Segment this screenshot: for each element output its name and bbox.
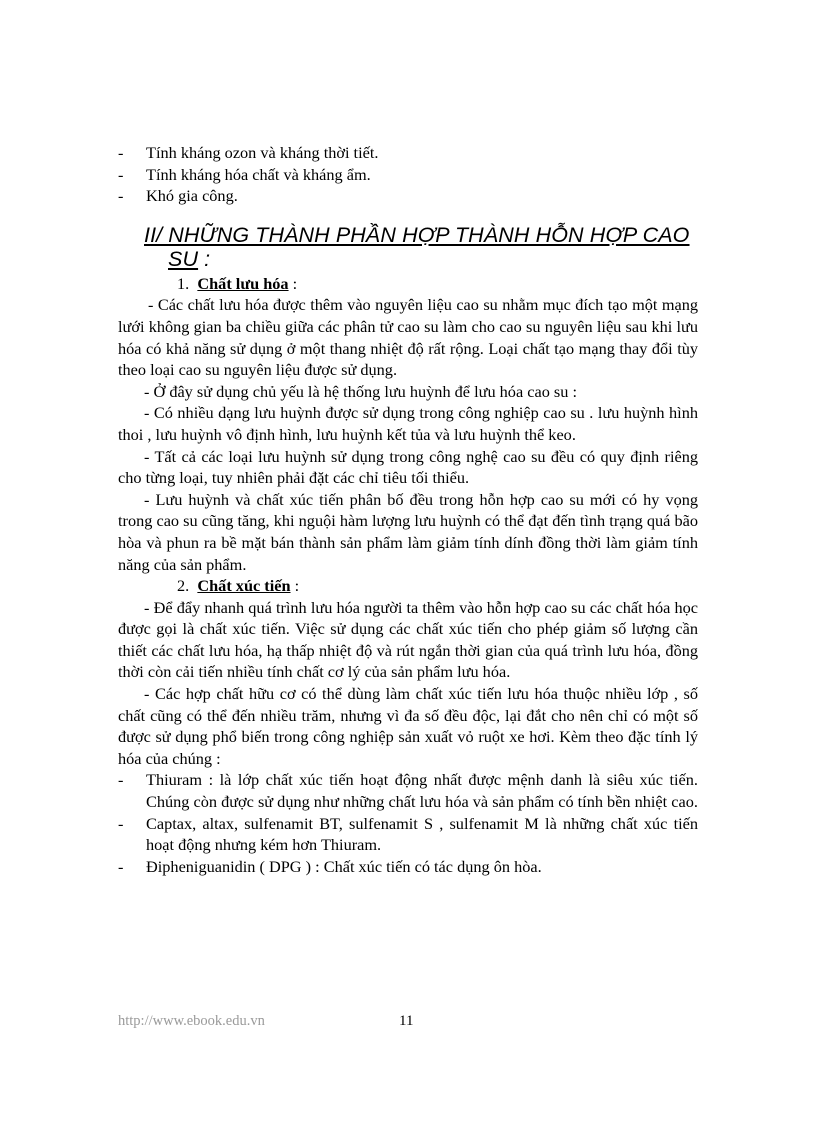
list-item <box>118 142 698 164</box>
list-item-text: Khó gia công. <box>146 186 238 206</box>
list-item <box>118 856 698 878</box>
bullet-dash: - <box>118 186 124 206</box>
bullet-dash: - <box>118 164 124 184</box>
page-content <box>118 142 698 877</box>
list-item-text: Đipheniguanidin ( DPG ) : Chất xúc tiến có tác dụng ôn hòa. <box>146 856 542 876</box>
bullet-dash: - <box>118 856 124 876</box>
heading-line-2-underlined: SU <box>168 246 199 271</box>
subsection-title-2 <box>118 575 698 597</box>
subsection-number: 2. <box>177 576 190 596</box>
subsection-title: Chất xúc tiến <box>197 576 291 596</box>
heading-line-2 <box>144 247 696 271</box>
heading-line-1: II/ NHỮNG THÀNH PHẦN HỢP THÀNH HỖN HỢP CAO <box>144 222 690 247</box>
subsection-title-1 <box>118 273 698 295</box>
paragraph: - Ở đây sử dụng chủ yếu là hệ thống lưu huỳnh để lưu hóa cao su : <box>144 381 577 401</box>
paragraph: - Các hợp chất hữu cơ có thể dùng làm chất xúc tiến lưu hóa thuộc nhiều lớp , số chất cũng có thể đến nhiều trăm, nhưng vì đa số đều độc, lại đắt cho nên chỉ có một số được sử dụng phổ biến trong công nghiệp sản xuất vỏ ruột xe hơi. Kèm theo đặc tính lý hóa của chúng : <box>118 684 698 768</box>
bullet-dash: - <box>118 813 124 833</box>
subsection-title: Chất lưu hóa <box>197 273 289 293</box>
list-item <box>118 813 698 856</box>
subsection-number: 1. <box>177 273 190 293</box>
page-footer <box>118 1012 518 1030</box>
subsection-colon: : <box>290 576 300 596</box>
bullet-dash: - <box>118 770 124 790</box>
subsection-colon: : <box>288 273 298 293</box>
section-heading <box>118 223 698 271</box>
list-item-text: Captax, altax, sulfenamit BT, sulfenamit S , sulfenamit M là những chất xúc tiến hoạt động nhưng kém hơn Thiuram. <box>146 813 698 855</box>
list-item-text: Tính kháng ozon và kháng thời tiết. <box>146 143 379 162</box>
page-number: 11 <box>399 1013 414 1029</box>
list-item <box>118 164 698 186</box>
list-item <box>118 185 698 207</box>
paragraph: - Lưu huỳnh và chất xúc tiến phân bố đều trong hỗn hợp cao su mới có hy vọng trong cao su cũng tăng, khi nguội hàm lượng lưu huỳnh có thể đạt đến tình trạng quá bão hòa và phun ra bề mặt bán thành sản phẩm làm giảm tính dính đồng thời làm giảm tính năng của sản phẩm. <box>118 489 698 574</box>
paragraph: - Để đẩy nhanh quá trình lưu hóa người ta thêm vào hỗn hợp cao su các chất hóa học được gọi là chất xúc tiến. Việc sử dụng các chất xúc tiến cho phép giảm số lượng cần thiết các chất lưu hóa, hạ thấp nhiệt độ và rút ngắn thời gian của quá trình lưu hóa, đồng thời còn cải tiến nhiều tính chất cơ lý của sản phẩm lưu hóa. <box>118 597 698 682</box>
paragraph: - Tất cả các loại lưu huỳnh sử dụng trong công nghệ cao su đều có quy định riêng cho từng loại, tuy nhiên phải đặt các chỉ tiêu tối thiểu. <box>118 446 698 488</box>
list-item <box>118 769 698 812</box>
paragraph: - Các chất lưu hóa được thêm vào nguyên liệu cao su nhằm mục đích tạo một mạng lưới không gian ba chiều giữa các phân tử cao su làm cho cao su nguyên liệu sau khi lưu hóa có khả năng sử dụng ở một thang nhiệt độ rất rộng. Loại chất tạo mạng thay đổi tùy theo loại cao su nguyên liệu được sử dụng. <box>118 295 698 380</box>
paragraph: - Có nhiều dạng lưu huỳnh được sử dụng trong công nghiệp cao su . lưu huỳnh hình thoi , lưu huỳnh vô định hình, lưu huỳnh kết tủa và lưu huỳnh thể keo. <box>118 403 698 444</box>
bullet-dash: - <box>118 143 124 162</box>
list-item-text: Thiuram : là lớp chất xúc tiến hoạt động nhất được mệnh danh là siêu xúc tiến. Chúng còn được sử dụng như những chất lưu hóa và sản phẩm có tính bền nhiệt cao. <box>146 770 698 812</box>
footer-url: http://www.ebook.edu.vn <box>118 1013 265 1029</box>
heading-line-2-rest: : <box>198 246 211 271</box>
list-item-text: Tính kháng hóa chất và kháng ẩm. <box>146 164 371 184</box>
